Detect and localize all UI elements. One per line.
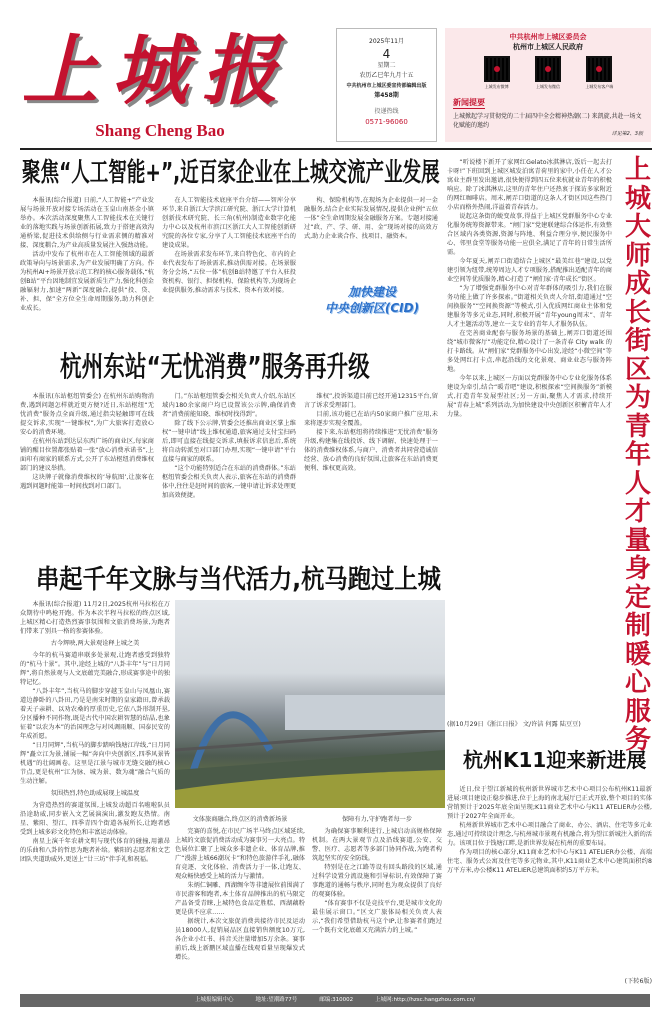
day: 4: [382, 47, 391, 61]
party-committee: 中共杭州市上城区委员会: [509, 33, 587, 41]
news-summary-ref: 详见第2、3版: [611, 131, 643, 137]
paragraph: “这个功能特别适合在东站的消费群体。”东站枢纽管委会相关负责人表示,旅客在东站的消费群体中,往往是赶时间的旅客,一键申请让诉求处理更加高效便捷。: [162, 465, 296, 499]
paragraph: 完赛的喜悦,在市民广场半马终点区域延续,上城的文旅促消费活动成为赛事另一大亮点。特色展位汇聚了上城众多非遗企业、体育品牌,推广“漫游上城66潮玩卡”和特色旅游伴手礼,融体育竞逐、文化体验、消费活力于一体,让跑友、观众畅快感受上城的活力与激情。: [175, 828, 305, 880]
paragraph: 在完善商业配套与服务场景的基础上,闸弄口街道还围绕“城市微客厅”功能定位,精心设计了一条青春 City walk 的打卡路线。从“闸们家”党群服务中心出发,途经“小微空间”等多处网红打卡点,串起沿线的文化景观、商业业态与服务阵地。: [447, 330, 612, 373]
paragraph: 为确保赛事顺利进行,上城启动高规格保障机制。在两大景观节点及沿线赛道,公安、交警、医疗、志愿者等多部门协同作战,为跑者构筑起坚实的安全防线。: [312, 828, 442, 862]
paragraph: “为了增强党群服务中心对青年群体的吸引力,我们在服务功能上做了许多探索。”街道相关负责人介绍,街道通过“空间换服务”“空间换资源”等模式,引入优质网红商业主体和党建服务等多元业态,同时,积极开展“青年young周末”、青年人才主题活动等,建立一支专业的青年人才服务队伍。: [447, 285, 612, 328]
paragraph: 本报讯(东站枢纽管委会) 在杭州东站购物消费,遇到问题怎样就近更方便?近日,东站枢纽“无忧消费”服务点全面升级,通过指尖轻触即可在线提交诉求,实现“一键维权”,为广大旅客打造放心安心的消费环境。: [20, 393, 154, 436]
article3-col2: [175, 812, 305, 985]
paragraph: 说起这条街的蜕变故事,得益于上城区党群服务中心专业化服务统筹资源带来。“闸门家”党建联建综合体运作,有效整合区域内各类资源,资源与阵地、利益合理分享,便民服务中心、邻里食堂等服务功能一应俱全,满足了青年的日常生活所需。: [447, 213, 612, 256]
article1-col3: [304, 196, 438, 277]
paragraph: “八卦丰年”,当杭马的脚步穿越玉皇山与凤凰山,赛道边静卧的八卦田,乃是是南宋时期的皇家籍田,曾承载着天子亲耕、以劝农桑的厚重历史,它依八卦形制开垦,分区播种不同作物,既是古代中国农耕智慧的结晶,也象征着“以农为本”的治国理念与对风调雨顺、国泰民安的年成祈愿。: [20, 688, 170, 740]
paragraph: 目前,该功能已在站内50家商户推广应用,未来将逐步实现全覆盖。: [304, 411, 438, 427]
k11-continued: (下转6版): [624, 978, 652, 985]
side-article-headline[interactable]: 上城大师成长街区为青年人才量身定制暖心服务: [624, 155, 651, 755]
masthead-divider: [20, 148, 652, 150]
footer-address: 地址:望潮路77号: [255, 997, 298, 1003]
district-government: 杭州市上城区人民政府: [513, 43, 583, 51]
k11-body: [447, 785, 652, 974]
side-article-credit: (据10月29日《浙江日报》 文/许洁 何露 陆豆豆): [447, 721, 581, 728]
qr-label: 上城发布客户端: [585, 84, 614, 89]
qr-app[interactable]: [584, 56, 614, 90]
weekday: 星期二: [377, 62, 396, 69]
news-summary-heading: 新闻提要: [453, 98, 485, 107]
paragraph: 朱炳仁铜雕、西湖绸伞等非遗展位前围满了市民游客和跑者,本土体育品牌推出的杭马限定产品备受青睐,上城特色食品定胜糕、西湖藕粉更是供不应求……: [175, 882, 305, 916]
paragraph: 活动中发布了杭州市在人工智能领域的最新政策导向与场景需求,为产业发展明确了方向。作为杭州AI+场景开放示范工程的核心服务载体,“杭创B站”平台因地制宜发展新质生产力,强化科创金融辐射力,加速“两新”深度融合,提供“投、贷、补、担、保”全方位全生命周期服务,助力科创企业成长。: [20, 251, 154, 312]
subheading: 古今辉映,两大景观诠释上城之美: [50, 640, 140, 647]
paragraph: 今年夏天,闸弄口街道结合上城区“最美红巷”建设,以党建引领为纽带,统筹周边人才专项服务,搭配推出适配青年的商业空间等优质服务,精心打造了“闸们家·青年成长”街区。: [447, 258, 612, 283]
article3-col1: [20, 600, 170, 985]
newspaper-logo: [22, 26, 312, 116]
paragraph: 作为项目的核心部分,K11商业艺术中心与K11 ATELIER办公楼、高端住宅、服务式公寓及住宅等多元物业,其中,K11商业艺术中心建筑面积约8万平方米,办公楼K11 ATELIER总建筑面积约5万平方米。: [447, 849, 652, 874]
article1-headline[interactable]: 聚焦“人工智能+”,近百家企业在上城交流产业发展: [22, 158, 440, 188]
paragraph: 本报讯(综合报道) 日前,“人工智能+”产业发展与场景开放对接专场活动在玉皇山南基金小镇举办。本次活动深度聚焦人工智能技术在关键行业的落地实践与场景创新拓展,致力于搭建高效沟通桥梁,促进技术供给侧与行业需求侧的精准对接、深度耦合,为产业高质量发展注入强劲动能。: [20, 197, 154, 249]
paragraph: 在人工智能技术底座平台介绍——智库分享环节,来自浙江大学滨江研究院、浙江大学计算机创新技术研究院、长三角(杭州)制造业数字化能力中心以及杭州市滨江区浙江大人工智能创新研究院的各位专家,分享了人工智能技术底座平台的建设成果。: [162, 197, 296, 249]
qr-code-icon: [484, 56, 510, 82]
subheading: 保障有力,守护跑者每一步: [341, 816, 413, 823]
marathon-bridge-photo: [175, 600, 445, 808]
issue-number: 第458期: [374, 92, 399, 99]
subheading: 氛围热烈,特色助威展现上城温度: [50, 790, 140, 797]
article2-col1: [20, 392, 154, 557]
article3-col3: [312, 812, 442, 985]
paragraph: 门。”东站枢纽管委会相关负责人介绍,东站区域内180余家商户均已设置该公示牌,确保消费者“消费前能知晓、维权时找得到”。: [162, 393, 296, 418]
paragraph: “体育赛事不仅是竞技平台,更是城市文化的最佳展示窗口。”区文广旅体局相关负责人表示,“我们希望借助杭马这个IP,让参赛者们跑过一个既有文化底蕴又充满活力的上城。”: [312, 900, 442, 934]
paragraph: 构、保险机构等,在现场为企业提供一对一金融服务,结合企业实际发展情况,提供企业例“五位一体”全生命周期发展金融服务方案。专题对接通过“政、产、学、研、用、金”现场对接的高效方式,助力企业谈合作、找项目、融资本。: [304, 197, 438, 240]
article2-col2: [162, 392, 296, 557]
paragraph: 维权”,投诉渠道目前已经开通12315平台,留言了诉求受理部门。: [304, 393, 438, 409]
paragraph: 近日,位于望江新城的杭州新世界城市艺术中心项目公布杭州K11最新进展:项目建设正稳步推进,位于上海的南北展厅已正式开放,整个项目的实体营销预计于2025年底全面呈现;K11商业艺术中心与K11 ATELIER办公楼,预计于2027年全面开业。: [447, 786, 652, 820]
qr-label: 上城发布微信: [535, 84, 560, 89]
article1-col2: [162, 196, 296, 332]
paragraph: 今年的杭马赛道串联多处景观,让跑者感受到独特的“杭马十景”。其中,途经上城的“八卦丰年”与“日月同辉”,将自然景观与人文底蕴完美融合,形成赛事途中的独特记忆。: [20, 652, 170, 686]
paragraph: 今年以来,上城区一方面以党群服务中心专业化服务体系建设为牵引,结合“暖青吧”建设,积极探索“空间换服务”新模式,打造青年发展型社区;另一方面,聚焦人才需求,持续开展“青春上城”系列活动,为加快建设中央创新区积蓄青年人才力量。: [447, 375, 612, 418]
qr-code-icon: [586, 56, 612, 82]
qr-wechat[interactable]: [533, 56, 563, 90]
cid-line1: 加快建设: [347, 285, 396, 299]
bridge-illustration: [175, 600, 445, 808]
hotline-label: 投递热线: [374, 108, 399, 115]
publisher: 中共杭州市上城区委宣传部编辑出版: [346, 83, 427, 89]
lunar-date: 农历乙巳年九月十五: [359, 72, 414, 79]
paragraph: “听说楼下新开了家网红Gelato冰淇淋店,饭后一起去打卡呀!”下班回到上城区城发泊寓青荷里的家中,小任在人才公寓业主群里发出邀请,很快便得到四五位来杭就业青年的积极响应。除了冰淇淋店,这里的青年住户还热衷于探访多家附近的网红咖啡店。周末,闸弄口街道的这条人才街区因这些热门小店而格外热闹,洋溢着青春活力。: [447, 159, 612, 211]
article1-col1: [20, 196, 154, 332]
paragraph: “日月同辉”,当杭马的脚步踏响钱塘江岸线,“日月同辉”矗立江为景,铺展一幅“奔向中央创新区,四季风景皆机遇”的壮阔画卷。这里是江景与城市无缝交融的核心节点,更是杭州“江为脉、城为景、数为魂”融合气质的生动注解。: [20, 742, 170, 785]
article3-headline[interactable]: 串起千年文脉与当代活力,杭马跑过上城: [36, 565, 441, 595]
qr-weibo[interactable]: [482, 56, 512, 90]
lead-paragraph: 本报讯(综合报道) 11月2日,2025杭州马拉松在万众期待中鸣枪开跑。作为本次半程马拉松的终点区域,上城区精心打造热烈赛事氛围和文旅消费场景,为跑者们带来了别具一格的参赛体验。: [20, 601, 170, 635]
header-info-box: [445, 28, 651, 142]
paragraph: 杭州新世界城市艺术中心项目融合了商业、办公、酒店、住宅等多元业态,通过可持续设计理念,与杭州城市景观有机融合,将为望江新城注入新的活力。该项目位于钱塘江畔,是新世界发展在杭州的重要布局。: [447, 822, 652, 847]
footer-postcode: 邮编:310002: [319, 997, 354, 1003]
hotline-number: 0571-96060: [365, 118, 408, 126]
paragraph: 这块牌子就像消费维权的‘导航图’,让旅客在遇到问题时能第一时间找到对口部门。: [20, 474, 154, 490]
footer-dept: 上城报编辑中心: [194, 997, 234, 1003]
cid-line2: 中央创新区(CID): [324, 301, 420, 315]
paragraph: 为营造热烈的赛道氛围,上城发动超百名啦啦队员沿途助威,同步嵌入文艺展演演出,激发跑友热情。南星、紫阳、望江、四季青四个街道各展所长,让跑者感受到上城多彩文化特色和丰富运动体验。: [20, 802, 170, 836]
subheading: 文体旅商融合,终点区的消费新场景: [192, 816, 288, 823]
side-article-body: [447, 158, 612, 716]
article2-col3: [304, 392, 438, 557]
qr-label: 上城发布微博: [484, 84, 509, 89]
cid-badge: [306, 284, 438, 316]
year-month: 2025年11月: [369, 38, 404, 45]
paragraph: 特别是在之江路等设有回头路段的区域,通过科学设置分流设施和引导标识,有效保障了赛事跑道的通畅与秩序,同时也为观众提供了良好的观赛体验。: [312, 864, 442, 898]
paragraph: 在场景需求发布环节,来自特色化、市内的企业代表发布了场景需求,推动供需对接。在场景服务分会场,“五位一体”杭创B站特邀了平台入驻投资机构、银行、担保机构、保险机构等,为现场企业提供服务,推动需求与技术、资本有效对接。: [162, 251, 296, 294]
paragraph: 接下来,东站枢纽将持续推进“无忧消费”服务升级,构建集在线投诉、线下调解、快速处理于一体的消费维权体系,与商户、消费者共同营造诚信经营、放心消费的良好氛围,让旅客在东站消费更便利、维权更高效。: [304, 429, 438, 472]
paragraph: 在杭州东站到达层东西广场的商业区,每家商铺的醒目位置都张贴着一张“放心消费承诺书”,上面印有商家的联系方式,公开了东站枢纽消费维权部门的建议举措。: [20, 438, 154, 472]
k11-headline[interactable]: 杭州K11迎来新进展: [463, 748, 647, 772]
date-box: [336, 28, 437, 142]
qr-code-icon: [535, 56, 561, 82]
news-summary-text[interactable]: 上城掀起学习贯彻党的二十届四中全会精神热潮(二) 来凯旋,共赴一场文化赋能的邀约: [453, 113, 642, 129]
logo-text: 上城报: [22, 26, 292, 115]
logo-english: Shang Cheng Bao: [95, 121, 225, 140]
paragraph: 南星上演千年农耕文明与现代体育的碰撞,用激昂的乐曲和八卦的哲思为跑者补给。紫阳的志愿者和文艺团队夹道助威外,更送上“廿三坊”伴手礼和祝福。: [20, 838, 170, 863]
footer-website[interactable]: 上城网:http://hzsc.hangzhou.com.cn/: [375, 997, 476, 1003]
paragraph: 据统计,本次文旅促消费共接待市民及运动员18000人,促销展品区直接销售额度10万元,各企业小红书、抖音关注量增加5万余条。赛事前后,线上新鹏区域直播在线观看量呈现爆发式增长。: [175, 918, 305, 961]
article2-headline[interactable]: 杭州东站“无忧消费”服务再升级: [60, 350, 370, 383]
paragraph: 除了线下公示牌,管委会还推出商业区掌上维权“一键申请”线上维权通道,旅客通过支付宝扫码后,即可直接在线提交诉求,填报诉求信息后,系统将自动转派至对口部门办理,实现“一键申请”平台直接与商家的联系。: [162, 420, 296, 463]
footer-bar: [20, 994, 650, 1007]
